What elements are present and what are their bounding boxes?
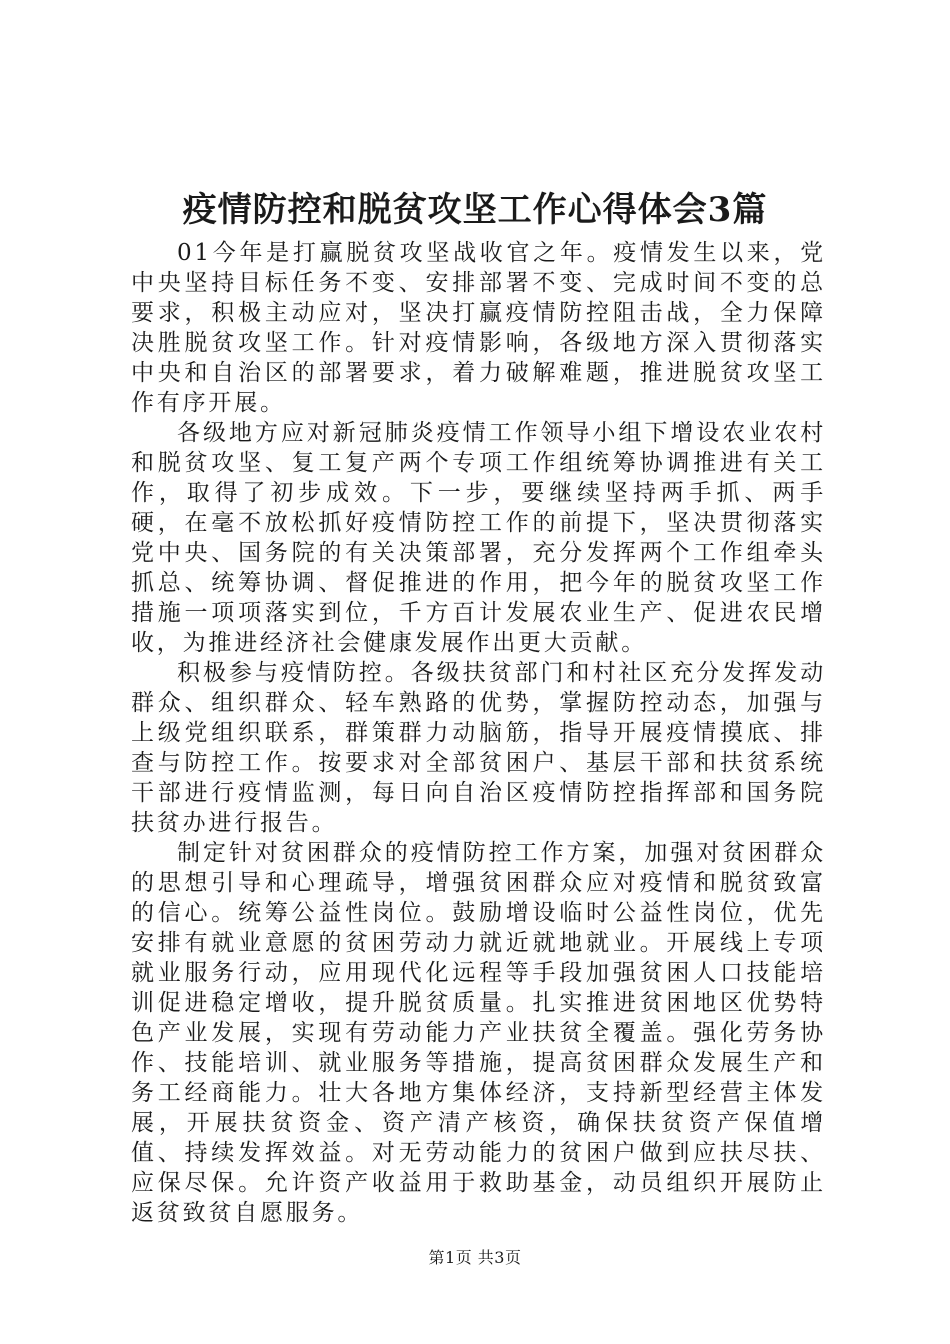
body-paragraph-4: 制定针对贫困群众的疫情防控工作方案，加强对贫困群众的思想引导和心理疏导，增强贫困群众应对疫情和脱贫致富的信心。统筹公益性岗位。鼓励增设临时公益性岗位，优先安排有就业意愿的贫困劳动力就近就地就业。开展线上专项就业服务行动，应用现代化远程等手段加强贫困人口技能培训促进稳定增收，提升脱贫质量。扎实推进贫困地区优势特色产业发展，实现有劳动能力产业扶贫全覆盖。强化劳务协作、技能培训、就业服务等措施，提高贫困群众发展生产和务工经商能力。壮大各地方集体经济，支持新型经营主体发展，开展扶贫资金、资产清产核资，确保扶贫资产保值增值、持续发挥效益。对无劳动能力的贫困户做到应扶尽扶、应保尽保。允许资产收益用于救助基金，动员组织开展防止返贫致贫自愿服务。 <box>131 840 826 1226</box>
body-paragraph-1: 01今年是打赢脱贫攻坚战收官之年。疫情发生以来，党中央坚持目标任务不变、安排部署不变、完成时间不变的总要求，积极主动应对，坚决打赢疫情防控阻击战，全力保障决胜脱贫攻坚工作。针对疫情影响，各级地方深入贯彻落实中央和自治区的部署要求，着力破解难题，推进脱贫攻坚工作有序开展。 <box>131 240 826 416</box>
document-body <box>131 238 826 1228</box>
body-paragraph-2: 各级地方应对新冠肺炎疫情工作领导小组下增设农业农村和脱贫攻坚、复工复产两个专项工作组统筹协调推进有关工作，取得了初步成效。下一步，要继续坚持两手抓、两手硬，在毫不放松抓好疫情防控工作的前提下，坚决贯彻落实党中央、国务院的有关决策部署，充分发挥两个工作组牵头抓总、统筹协调、督促推进的作用，把今年的脱贫攻坚工作措施一项项落实到位，千方百计发展农业生产、促进农民增收，为推进经济社会健康发展作出更大贡献。 <box>131 420 826 656</box>
body-paragraph-3: 积极参与疫情防控。各级扶贫部门和村社区充分发挥发动群众、组织群众、轻车熟路的优势，掌握防控动态，加强与上级党组织联系，群策群力动脑筋，指导开展疫情摸底、排查与防控工作。按要求对全部贫困户、基层干部和扶贫系统干部进行疫情监测，每日向自治区疫情防控指挥部和国务院扶贫办进行报告。 <box>131 660 826 836</box>
page-number-footer: 第1页 共3页 <box>428 1248 522 1267</box>
document-title: 疫情防控和脱贫攻坚工作心得体会3篇 <box>182 190 768 230</box>
